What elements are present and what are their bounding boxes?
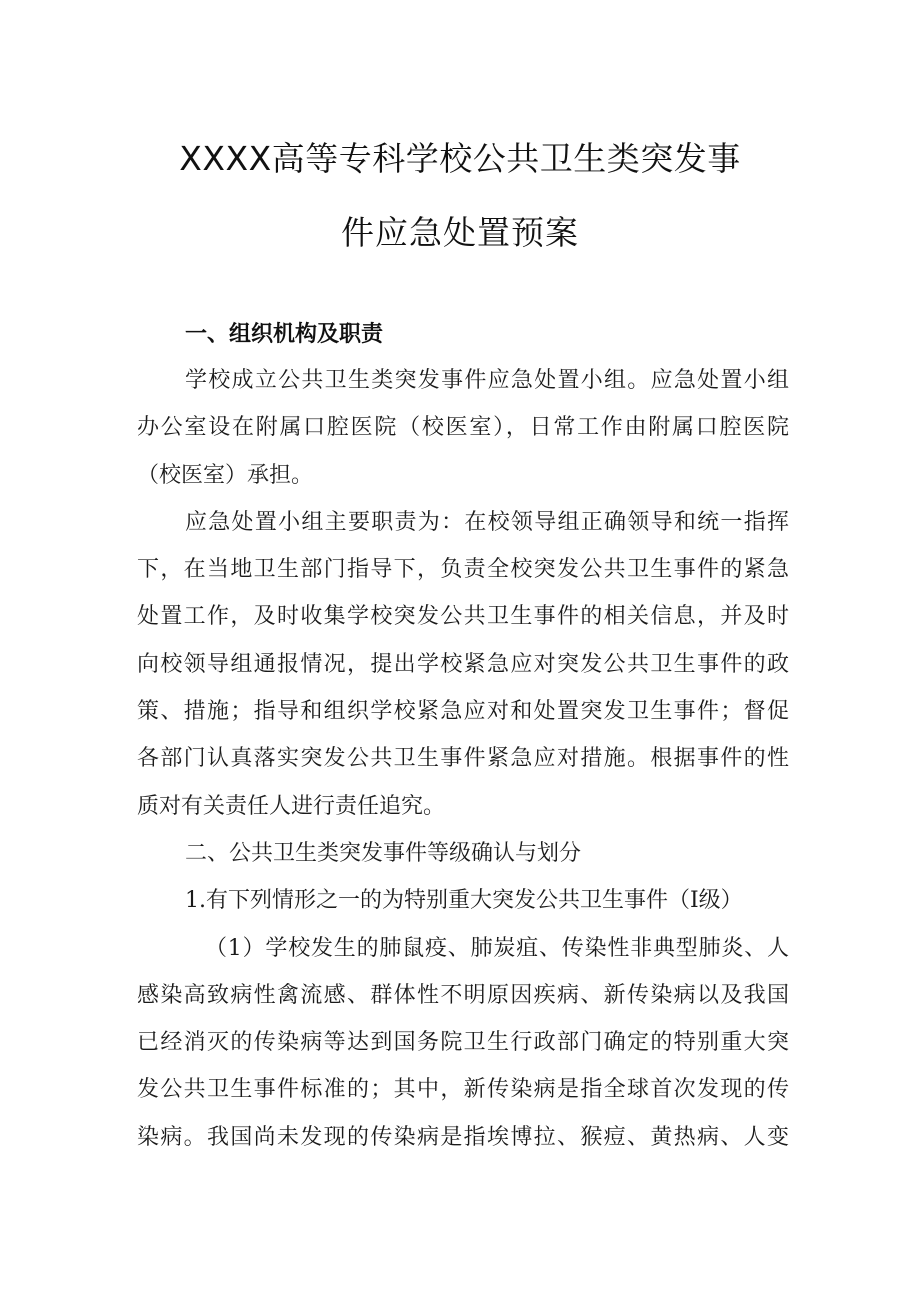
paragraph-2-line: 应急处置小组主要职责为：在校领导组正确领导和统一指挥 <box>185 509 789 535</box>
paragraph-2-line: 各部门认真落实突发公共卫生事件紧急应对措施。根据事件的性 <box>137 746 789 772</box>
paragraph-2-line: 下，在当地卫生部门指导下，负责全校突发公共卫生事件的紧急 <box>137 557 789 583</box>
document-title-line-2: 件应急处置预案 <box>341 213 579 252</box>
paragraph-1-line: 学校成立公共卫生类突发事件应急处置小组。应急处置小组 <box>185 368 789 393</box>
item-1-1-line: 感染高致病性禽流感、群体性不明原因疾病、新传染病以及我国 <box>137 982 789 1008</box>
paragraph-2-line: 质对有关责任人进行责任追究。 <box>137 793 446 819</box>
section-heading-organization: 一、组织机构及职责 <box>185 322 384 347</box>
item-1-1-line: 已经消灭的传染病等达到国务院卫生行政部门确定的特别重大突 <box>137 1030 789 1056</box>
paragraph-2-line: 向校领导组通报情况，提出学校紧急应对突发公共卫生事件的政 <box>137 651 789 677</box>
paragraph-1-line: （校医室）承担。 <box>137 462 314 488</box>
item-1-1-line: 染病。我国尚未发现的传染病是指埃博拉、猴痘、黄热病、人变 <box>137 1124 789 1150</box>
item-1-heading: 1.有下列情形之一的为特别重大突发公共卫生事件（Ⅰ级） <box>185 888 743 914</box>
item-1-1-line: （1）学校发生的肺鼠疫、肺炭疽、传染性非典型肺炎、人 <box>205 935 789 961</box>
body-text <box>137 357 789 1161</box>
paragraph-2-line: 处置工作，及时收集学校突发公共卫生事件的相关信息，并及时 <box>137 604 789 630</box>
paragraph-2-line: 策、措施；指导和组织学校紧急应对和处置突发卫生事件；督促 <box>137 699 789 725</box>
item-1-1-line: 发公共卫生事件标准的；其中，新传染病是指全球首次发现的传 <box>137 1077 789 1103</box>
paragraph-1-line: 办公室设在附属口腔医院（校医室），日常工作由附属口腔医院 <box>137 415 789 441</box>
section-heading-classification: 二、公共卫生类突发事件等级确认与划分 <box>185 840 582 866</box>
document-title-line-1: XXXX高等专科学校公共卫生类突发事 <box>179 139 741 178</box>
